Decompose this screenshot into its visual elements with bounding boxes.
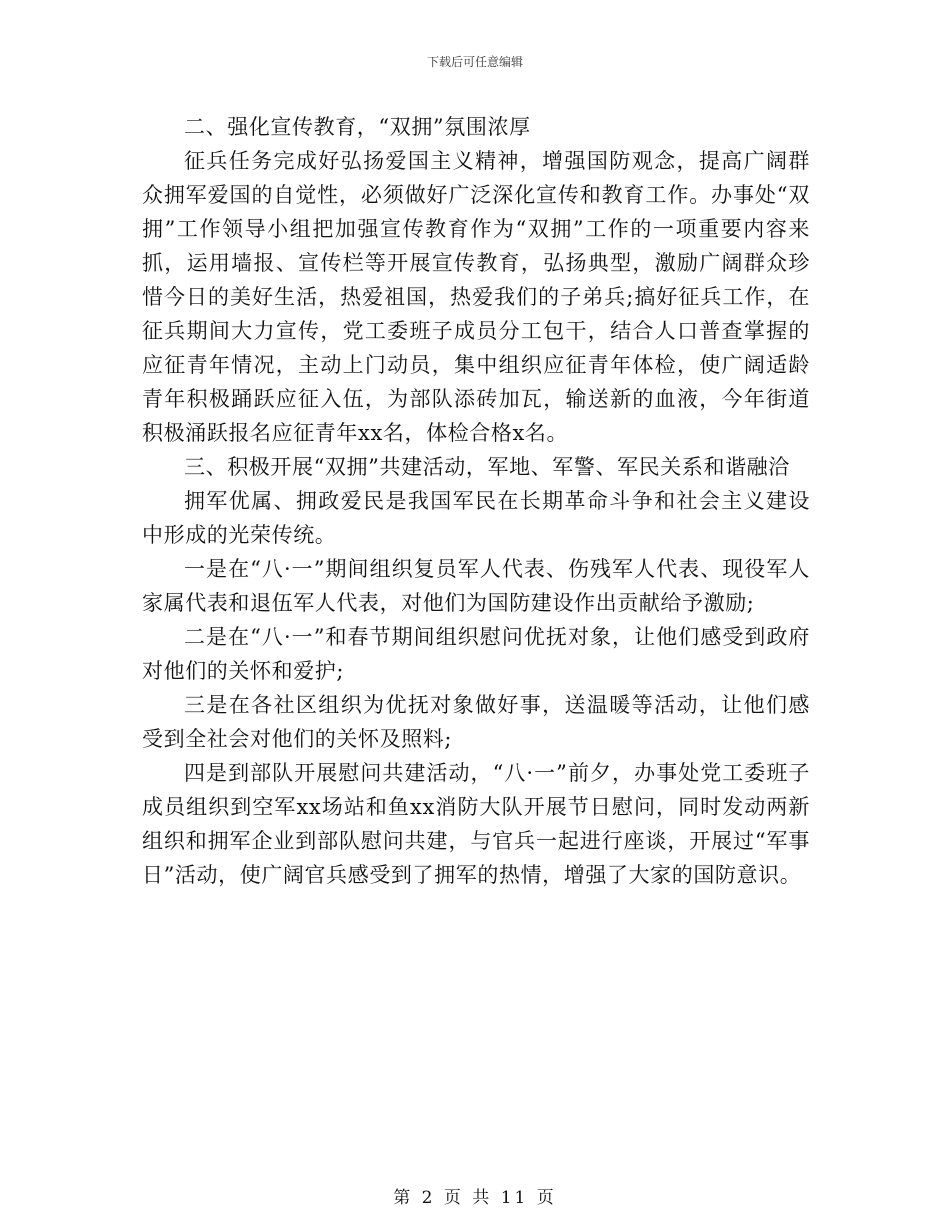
document-body bbox=[142, 110, 810, 892]
section-heading-2: 二、强化宣传教育，“双拥”氛围浓厚 bbox=[184, 115, 531, 139]
paragraph: 三是在各社区组织为优抚对象做好事，送温暖等活动，让他们感受到全社会对他们的关怀及照料; bbox=[142, 693, 810, 751]
paragraph: 一是在“八·一”期间组织复员军人代表、伤残军人代表、现役军人家属代表和退伍军人代表，对他们为国防建设作出贡献给予激励; bbox=[142, 557, 810, 615]
paragraph: 拥军优属、拥政爱民是我国军民在长期革命斗争和社会主义建设中形成的光荣传统。 bbox=[142, 489, 810, 547]
paragraph: 征兵任务完成好弘扬爱国主义精神，增强国防观念，提高广阔群众拥军爱国的自觉性，必须做好广泛深化宣传和教育工作。办事处“双拥”工作领导小组把加强宣传教育作为“双拥”工作的一项重要内容来抓，运用墙报、宣传栏等开展宣传教育，弘扬典型，激励广阔群众珍惜今日的美好生活，热爱祖国，热爱我们的子弟兵;搞好征兵工作，在征兵期间大力宣传，党工委班子成员分工包干，结合人口普查掌握的应征青年情况，主动上门动员，集中组织应征青年体检，使广阔适龄青年积极踊跃应征入伍，为部队添砖加瓦，输送新的血液，今年街道积极涌跃报名应征青年xx名，体检合格x名。 bbox=[142, 149, 810, 445]
page-number-footer: 第 2 页 共 11 页 bbox=[393, 1188, 557, 1208]
section-heading-3: 三、积极开展“双拥”共建活动，军地、军警、军民关系和谐融洽 bbox=[184, 455, 790, 479]
page-header: 下载后可任意编辑 bbox=[426, 55, 523, 69]
paragraph: 四是到部队开展慰问共建活动，“八·一”前夕，办事处党工委班子成员组织到空军xx场站和鱼xx消防大队开展节日慰问，同时发动两新组织和拥军企业到部队慰问共建，与官兵一起进行座谈，开展过“军事日”活动，使广阔官兵感受到了拥军的热情，增强了大家的国防意识。 bbox=[142, 761, 810, 887]
paragraph: 二是在“八·一”和春节期间组织慰问优抚对象，让他们感受到政府对他们的关怀和爱护; bbox=[142, 625, 810, 683]
